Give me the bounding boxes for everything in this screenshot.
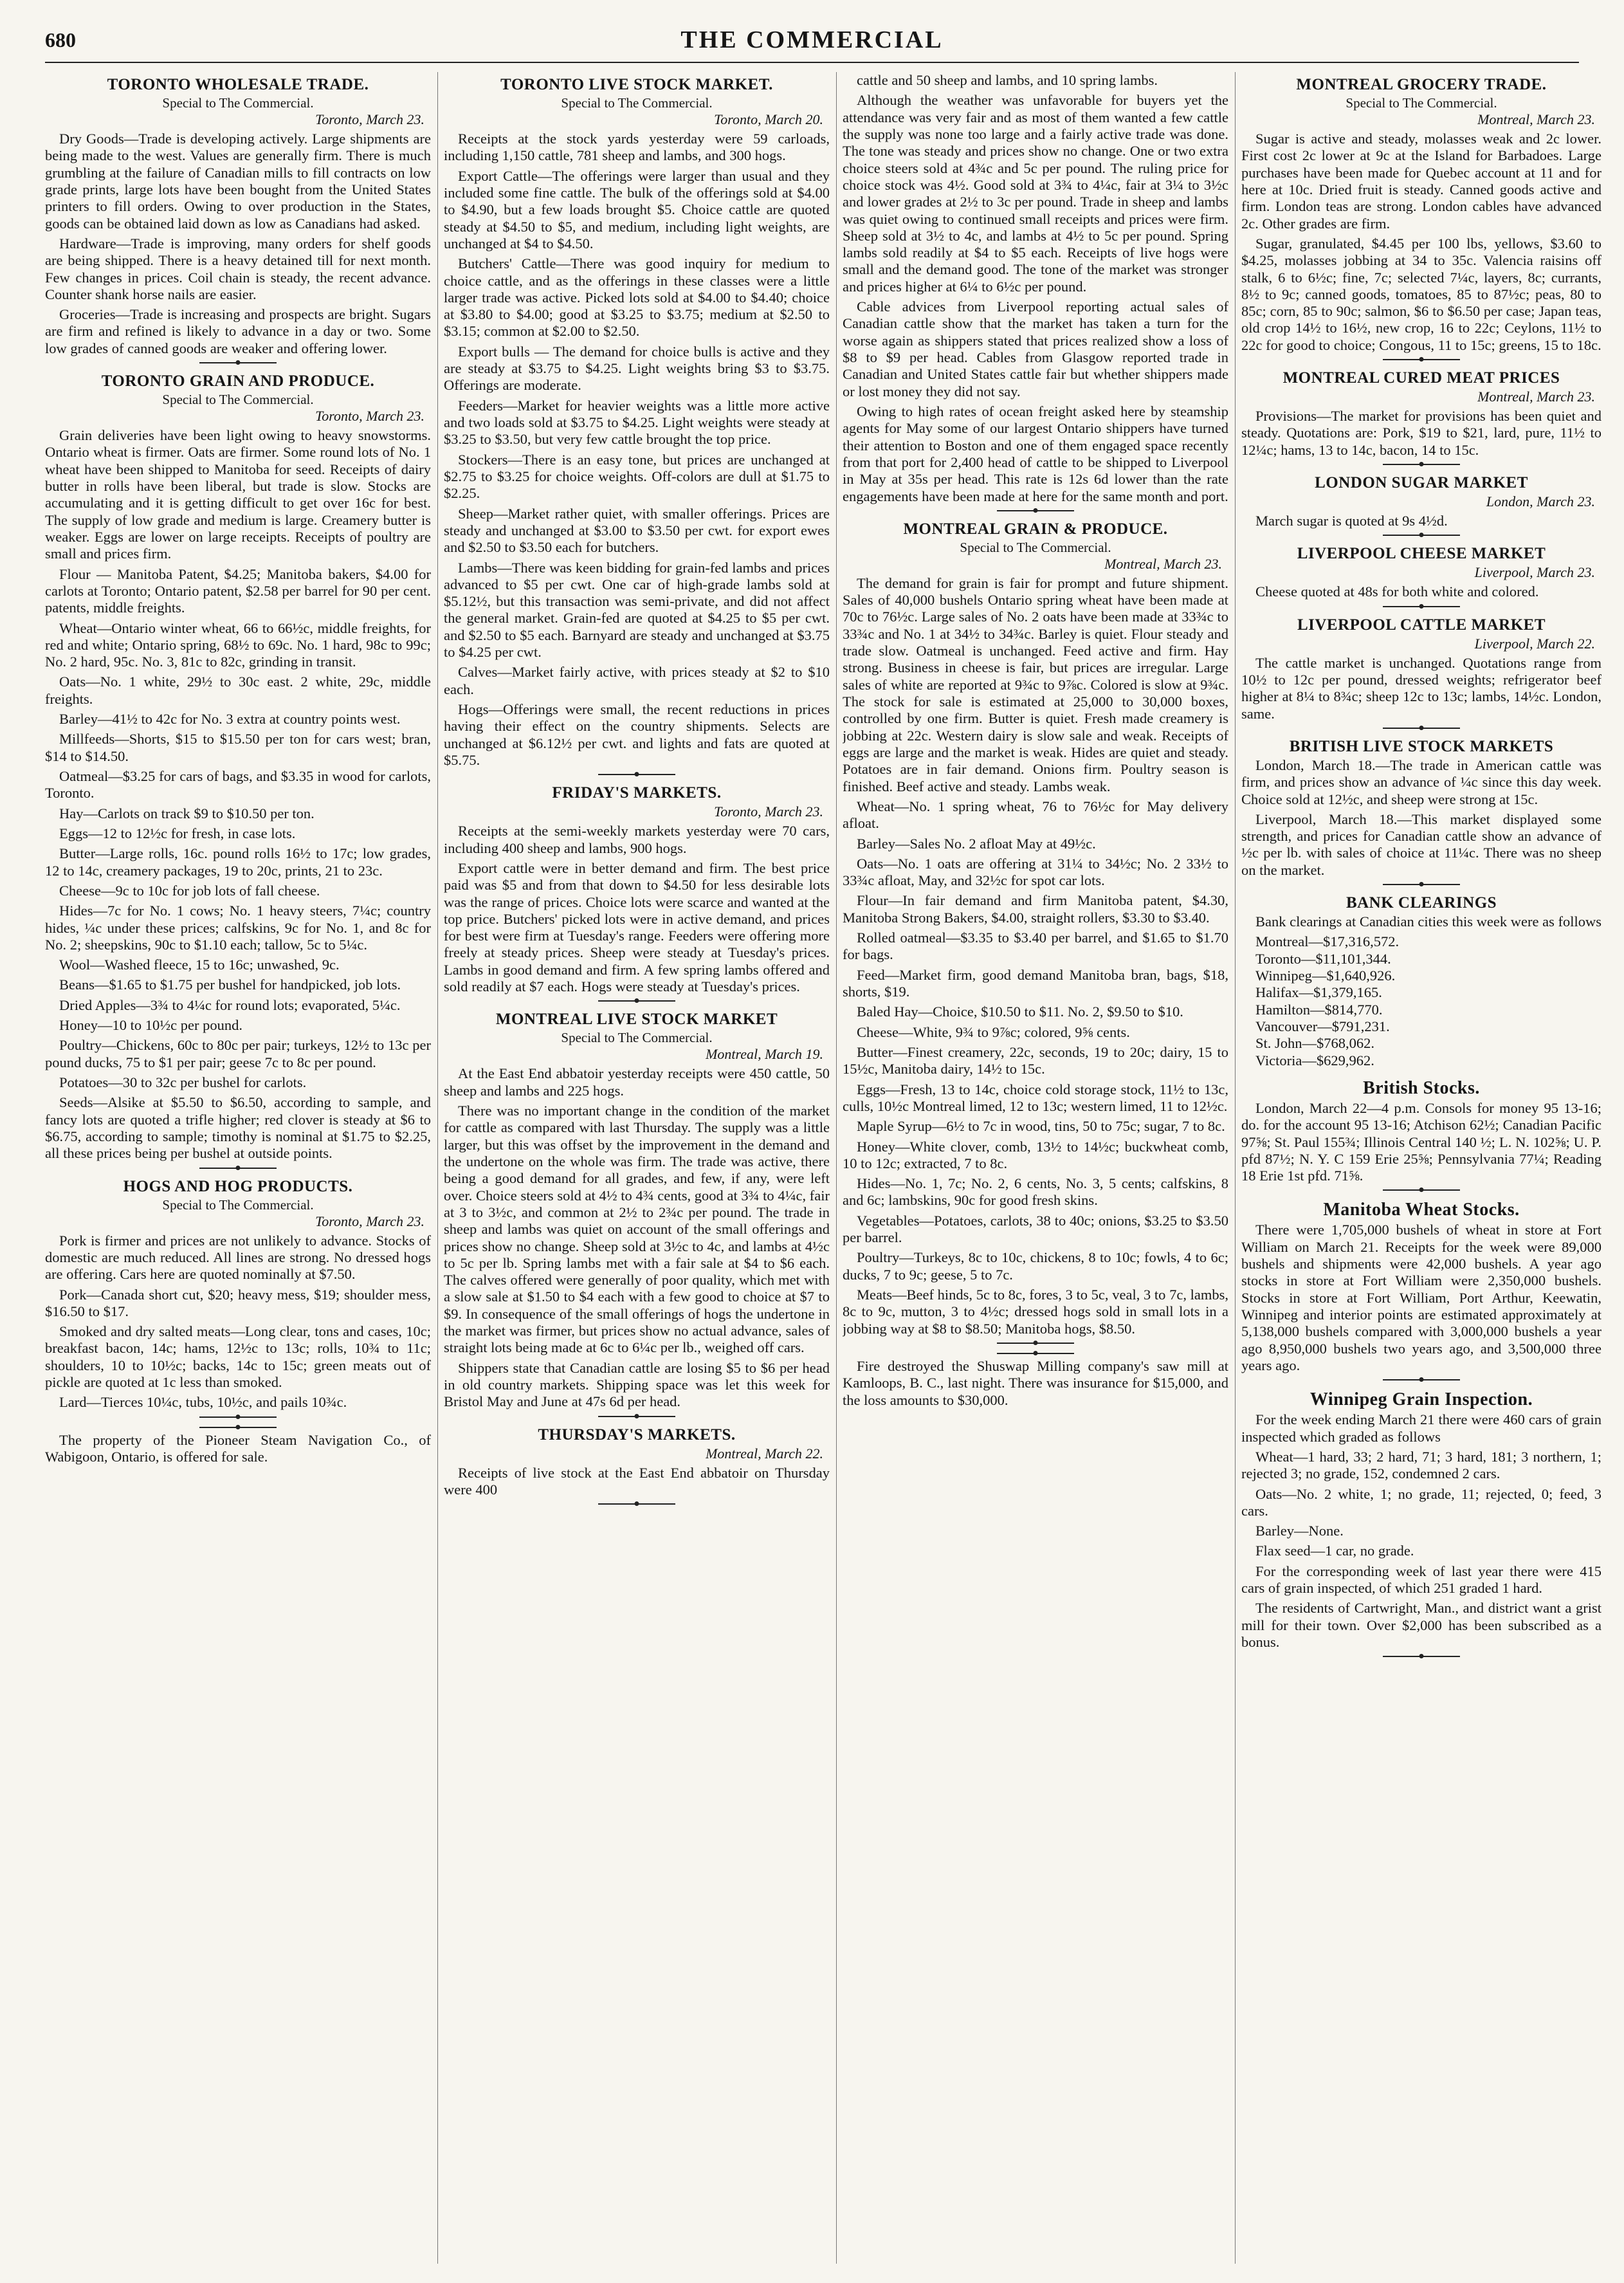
article-paragraph: Receipts at the semi-weekly markets yesterday were 70 cars, including 400 sheep and lambs, 900 hogs. <box>444 823 830 856</box>
article-paragraph: Barley—Sales No. 2 afloat May at 49½c. <box>857 835 1096 852</box>
bank-clearings-list <box>1241 933 1601 1069</box>
article-heading: LIVERPOOL CATTLE MARKET <box>1297 616 1546 634</box>
article-paragraph: Feed—Market firm, good demand Manitoba bran, bags, $18, shorts, $19. <box>843 966 1228 1000</box>
article-heading: TORONTO WHOLESALE TRADE. <box>107 76 369 93</box>
article-rule <box>1383 464 1460 465</box>
article-paragraph: Calves—Market fairly active, with prices steady at $2 to $10 each. <box>444 664 830 697</box>
article-paragraph: Honey—10 to 10½c per pound. <box>59 1017 242 1034</box>
column-1 <box>45 72 431 2264</box>
article-heading: LONDON SUGAR MARKET <box>1315 474 1528 491</box>
article-paragraph: cattle and 50 sheep and lambs, and 10 spring lambs. <box>857 72 1158 88</box>
article-rule <box>1383 359 1460 360</box>
article-paragraph: Barley—41½ to 42c for No. 3 extra at country points west. <box>59 711 401 728</box>
column-rule-2 <box>836 72 837 2264</box>
article-paragraph: Oats—No. 1 oats are offering at 31¼ to 34½c; No. 2 33½ to 33¾c afloat, May, and 32½c for spot car lots. <box>843 855 1228 889</box>
article-paragraph: March sugar is quoted at 9s 4½d. <box>1255 513 1448 529</box>
article <box>45 372 431 1169</box>
article-paragraph: Owing to high rates of ocean freight asked here by steamship agents for May some of our largest Ontario shippers have turned their attention to Boston and one of them engaged space recently from that port for 2,400 head of cattle to be shipped to Liverpool in May at 35s per head. This rate is 12s 6d lower than the rate engagements have been made at here for the same month and port. <box>843 403 1228 504</box>
article <box>1241 474 1601 536</box>
article-heading: MONTREAL GRAIN & PRODUCE. <box>903 520 1168 538</box>
article-paragraph: Receipts of live stock at the East End abbatoir on Thursday were 400 <box>444 1464 830 1498</box>
article-dateline: Liverpool, March 23. <box>1474 564 1595 581</box>
article-heading: MONTREAL GROCERY TRADE. <box>1296 76 1547 93</box>
fire-note: Fire destroyed the Shuswap Milling company's saw mill at Kamloops, B. C., last night. There was insurance for $15,000, and the loss amounts to $30,000. <box>843 1357 1228 1408</box>
article <box>1241 76 1601 360</box>
article-paragraph: Export cattle were in better demand and firm. The best price paid was $5 and from that down to $4.50 for less desirable lots was the range of prices. Choice lots were scarce and wanted at the top price. Butchers' picked lots were in active demand, and prices for best were firm at Tuesday's range. Feeders were offering more freely at steady prices. Sheep were steady at Tuesday's prices. Lambs in good demand and firm. A few spring lambs offered and sold readily at $7 each. Hogs were steady at Tuesday's prices. <box>444 859 830 995</box>
article-paragraph: Cheese—9c to 10c for job lots of fall cheese. <box>59 882 320 899</box>
article-rule <box>598 1416 675 1417</box>
article-paragraph: Millfeeds—Shorts, $15 to $15.50 per ton for cars west; bran, $14 to $14.50. <box>45 731 431 764</box>
article-paragraph: Butter—Finest creamery, 22c, seconds, 19 to 20c; dairy, 15 to 15½c, Manitoba dairy, 14½ to 15c. <box>843 1043 1228 1077</box>
article-heading: Manitoba Wheat Stocks. <box>1323 1200 1520 1220</box>
article-paragraph: Flour — Manitoba Patent, $4.25; Manitoba bakers, $4.00 for carlots at Toronto; Ontario patent, $2.58 per barrel for 90 per cent. patents, middle freights. <box>45 565 431 616</box>
article-paragraph: Cheese—White, 9¾ to 9⅞c; colored, 9⅝ cents. <box>857 1023 1130 1040</box>
article-heading: LIVERPOOL CHEESE MARKET <box>1297 545 1546 563</box>
article-byline: Special to The Commercial. <box>162 1197 314 1213</box>
rule <box>997 1353 1074 1354</box>
article-paragraph: Wheat—No. 1 spring wheat, 76 to 76½c for May delivery afloat. <box>843 798 1228 832</box>
article-heading: MONTREAL LIVE STOCK MARKET <box>495 1011 778 1029</box>
bank-clearing-line: Victoria—$629,962. <box>1255 1052 1374 1068</box>
article <box>444 76 830 775</box>
column-3 <box>843 72 1228 2264</box>
article <box>444 1011 830 1417</box>
article-paragraph: Seeds—Alsike at $5.50 to $6.50, according to sample, and fancy lots are quoted a trifle higher; red clover is steady at $6 to $6.75, according to sample; timothy is nominal at $1.75 to $2.25, all these prices being per bushel at outside points. <box>45 1094 431 1162</box>
article <box>45 1178 431 1418</box>
article-paragraph: Butter—Large rolls, 16c. pound rolls 16½ to 17c; low grades, 12 to 14c, creamery packages, 19 to 20c, prints, 21 to 23c. <box>45 845 431 879</box>
article-paragraph: There were 1,705,000 bushels of wheat in store at Fort William on March 21. Receipts for the week were 89,000 bushels and shipments were 42,000 bushels. A year ago stocks in store at Fort William were 2,350,000 bushels. Stocks in store at Fort William, Port Arthur, Keewatin, Winnipeg and interior points are estimated approximately at 5,138,000 bushels compared with 3,000,000 bushels a year ago 8,950,000 bushels two years ago, and 3,500,000 three years ago. <box>1241 1222 1601 1373</box>
article-paragraph: Honey—White clover, comb, 13½ to 14½c; buckwheat comb, 10 to 12c; extracted, 7 to 8c. <box>843 1138 1228 1171</box>
article-paragraph: Poultry—Turkeys, 8c to 10c, chickens, 8 to 10c; fowls, 4 to 6c; ducks, 7 to 9c; geese, 5 to 7c. <box>843 1249 1228 1283</box>
article-paragraph: Pork—Canada short cut, $20; heavy mess, $19; shoulder mess, $16.50 to $17. <box>45 1286 431 1319</box>
article-paragraph: Poultry—Chickens, 60c to 80c per pair; turkeys, 12½ to 13c per pound ducks, 75 to $1 per pair; geese 7c to 8c per pound. <box>45 1037 431 1070</box>
article-heading: FRIDAY'S MARKETS. <box>552 784 722 802</box>
article-paragraph: Hay—Carlots on track $9 to $10.50 per ton. <box>59 805 315 821</box>
article-rule <box>1383 1189 1460 1191</box>
article-rule <box>1383 728 1460 729</box>
article-paragraph: Sheep—Market rather quiet, with smaller offerings. Prices are steady and unchanged at $3.00 to $3.50 per cwt. for export ewes and $2.50 to $3.50 each for butchers. <box>444 505 830 556</box>
article-dateline: Toronto, March 23. <box>315 1213 424 1229</box>
article-rule <box>598 774 675 775</box>
article-paragraph: Oatmeal—$3.25 for cars of bags, and $3.35 in wood for carlots, Toronto. <box>45 768 431 802</box>
article-rule <box>1383 535 1460 536</box>
article-paragraph: Baled Hay—Choice, $10.50 to $11. No. 2, $9.50 to $10. <box>857 1004 1183 1020</box>
article-heading: British Stocks. <box>1363 1077 1480 1098</box>
article-heading: MONTREAL CURED MEAT PRICES <box>1282 369 1560 387</box>
article-heading: THURSDAY'S MARKETS. <box>538 1426 736 1444</box>
article-rule <box>997 510 1074 511</box>
article <box>1241 616 1601 729</box>
article-paragraph: Cheese quoted at 48s for both white and colored. <box>1255 583 1539 600</box>
article-paragraph: Liverpool, March 18.—This market displayed some strength, and prices for Canadian cattle show an advance of ½c per lb. with sales of choice at 11¼c. There was no sheep on the market. <box>1241 811 1601 878</box>
bank-clearing-line: Winnipeg—$1,640,926. <box>1255 967 1396 984</box>
article <box>1241 369 1601 465</box>
article-paragraph: For the week ending March 21 there were 460 cars of grain inspected which graded as follows <box>1241 1411 1601 1445</box>
article-dateline: Liverpool, March 22. <box>1474 635 1595 652</box>
bank-clearing-line: Toronto—$11,101,344. <box>1255 950 1391 967</box>
article-byline: Special to The Commercial. <box>561 1030 713 1046</box>
article-paragraph: Dry Goods—Trade is developing actively. Large shipments are being made to the west. Values are generally firm. There is much grumbling at the failure of Canadian mills to fill contracts on low grade prints, large lots have been bought from the United States printers to fill orders. Owing to over production in the States, goods can be obtained laid down as low as Canadians had asked. <box>45 131 431 232</box>
pioneer-note: The property of the Pioneer Steam Navigation Co., of Wabigoon, Ontario, is offered for sale. <box>45 1431 431 1465</box>
article-dateline: Montreal, March 23. <box>1477 111 1595 127</box>
article-heading: TORONTO GRAIN AND PRODUCE. <box>101 372 375 390</box>
article-paragraph: Pork is firmer and prices are not unlikely to advance. Stocks of domestic are much reduced. All lines are strong. No dressed hogs are offering. Cars here are quoted nominally at $7.50. <box>45 1232 431 1283</box>
bank-clearing-line: Montreal—$17,316,572. <box>1255 933 1400 950</box>
article-heading: BRITISH LIVE STOCK MARKETS <box>1289 737 1554 755</box>
article-dateline: Montreal, March 23. <box>1477 389 1595 405</box>
page-number: 680 <box>45 28 76 51</box>
article-paragraph: Hides—No. 1, 7c; No. 2, 6 cents, No. 3, 5 cents; calfskins, 8 and 6c; lambskins, 90c for good fresh skins. <box>843 1175 1228 1209</box>
article-paragraph: Barley—None. <box>1255 1523 1344 1539</box>
article-dateline: Toronto, March 23. <box>315 111 424 127</box>
article-paragraph: For the corresponding week of last year there were 415 cars of grain inspected, of which 251 graded 1 hard. <box>1241 1563 1601 1597</box>
article-paragraph: Wool—Washed fleece, 15 to 16c; unwashed, 9c. <box>59 957 340 973</box>
article-paragraph: Lambs—There was keen bidding for grain-fed lambs and prices advanced to $5 per cwt. One car of high-grade lambs sold at $5.12½, but this transaction was semi-private, and did not affect the general market. Grain-fed are quoted at $4.25 to $5 per cwt. and $2.50 to $5 each. Barnyard are steady and unchanged at $3.75 to $4.25 per cwt. <box>444 559 830 661</box>
article-paragraph: Hides—7c for No. 1 cows; No. 1 heavy steers, 7¼c; country hides, ¼c under these prices; calfskins, 9c for No. 1, and 8c for No. 2; sheepskins, 90c to $1.10 each; tallow, 5c to 5¼c. <box>45 903 431 953</box>
article-heading: HOGS AND HOG PRODUCTS. <box>123 1177 353 1195</box>
article <box>843 520 1228 1344</box>
article-paragraph: Meats—Beef hinds, 5c to 8c, fores, 3 to 5c, veal, 3 to 7c, lambs, 8c to 9c, mutton, 3 to 4½c; dressed hogs sold in small lots in a jobbing way at $8 to $8.50; Manitoba hogs, $8.50. <box>843 1287 1228 1337</box>
article-paragraph: Potatoes—30 to 32c per bushel for carlots. <box>59 1074 307 1090</box>
article-dateline: Toronto, March 23. <box>714 803 823 820</box>
article <box>444 1426 830 1505</box>
article-rule <box>1383 884 1460 885</box>
article-paragraph: Provisions—The market for provisions has been quiet and steady. Quotations are: Pork, $19 to $21, lard, pure, 11½ to 12¼c; hams, 13 to 14c, bacon, 14 to 15c. <box>1241 408 1601 458</box>
article-paragraph: Beans—$1.65 to $1.75 per bushel for handpicked, job lots. <box>59 976 401 993</box>
article <box>45 76 431 363</box>
article-byline: Special to The Commercial. <box>1346 95 1497 111</box>
article <box>444 784 830 1002</box>
article <box>1241 738 1601 885</box>
article-paragraph: Receipts at the stock yards yesterday were 59 carloads, including 1,150 cattle, 781 sheep and lambs, and 300 hogs. <box>444 131 830 164</box>
article-paragraph: The demand for grain is fair for prompt and future shipment. Sales of 40,000 bushels Ontario spring wheat have been made at 70c to 76½c. Large sales of No. 2 oats have been made at 33¾c to 33¾c and No. 1 at 34½ to 34¾c. Barley is quiet. Flour steady and trade slow. Oatmeal is unchanged. Feed active and firm. Hay strong. Business in cheese is fair, but prices are irregular. Large sales of white are reported at 9¾c to 9⅞c. Colored is slow at 9¾c. The stock for sale is estimated at 25,000 to 30,000 boxes, controlled by one firm. Butter is quiet. Fresh made creamery is jobbing at 22c. Western dairy is slow sale and weak. Receipts of eggs are large and the market is weak. Hides are quiet and steady. Potatoes are in fair demand. Onions firm. Poultry season is finished. Beef active and steady. Lambs weak. <box>843 574 1228 794</box>
article-rule <box>1383 606 1460 607</box>
column-4 <box>1241 72 1601 2264</box>
article-byline: Special to The Commercial. <box>561 95 713 111</box>
masthead-rule <box>45 62 1579 63</box>
article <box>1241 1200 1601 1380</box>
article-dateline: Toronto, March 23. <box>315 408 424 425</box>
article-paragraph: Smoked and dry salted meats—Long clear, tons and cases, 10c; breakfast bacon, 14c; hams, 12½c to 13c; rolls, 10¾ to 11c; shoulders, 10 to 10½c; backs, 14c to 15c; green meats out of pickle are quoted at 1c less than smoked. <box>45 1323 431 1391</box>
article-paragraph: Dried Apples—3¾ to 4¼c for round lots; evaporated, 5¼c. <box>59 996 401 1013</box>
article-paragraph: Maple Syrup—6½ to 7c in wood, tins, 50 to 75c; sugar, 7 to 8c. <box>857 1118 1225 1135</box>
article-paragraph: Stockers—There is an easy tone, but prices are unchanged at $2.75 to $3.25 for choice weights. Off-colors are dull at $1.75 to $2.25. <box>444 451 830 502</box>
article-paragraph: Sugar, granulated, $4.45 per 100 lbs, yellows, $3.60 to $4.25, molasses jobbing at 34 to 35c. Valencia raisins off stalk, 6 to 6½c; fine, 7c; selected 7¼c, layers, 8c; currants, 8½ to 9c; canned goods, tomatoes, 85 to 87½c; peas, 80 to 85c; corn, 85 to 90c; salmon, $6 to $6.50 per case; Japan teas, old crop 14½ to 16½, new crop, 16 to 22c; Ceylons, 11½ to 22c for good to choice; Congous, 11 to 15c; greens, 15 to 18c. <box>1241 235 1601 353</box>
bank-clearings-intro: Bank clearings at Canadian cities this week were as follows <box>1255 913 1601 930</box>
article-dateline: London, March 23. <box>1486 493 1595 509</box>
article-paragraph: Rolled oatmeal—$3.35 to $3.40 per barrel, and $1.65 to $1.70 for bags. <box>843 930 1228 963</box>
article-paragraph: Vegetables—Potatoes, carlots, 38 to 40c; onions, $3.25 to $3.50 per barrel. <box>843 1212 1228 1246</box>
rule <box>199 1427 277 1428</box>
bank-clearing-line: St. John—$768,062. <box>1255 1035 1375 1052</box>
article-rule <box>598 1503 675 1505</box>
article <box>1241 1389 1601 1657</box>
article-paragraph: The residents of Cartwright, Man., and district want a grist mill for their town. Over $2,000 has been subscribed as a bonus. <box>1241 1600 1601 1650</box>
article-paragraph: Oats—No. 2 white, 1; no grade, 11; rejected, 0; feed, 3 cars. <box>1241 1485 1601 1519</box>
article-paragraph: Although the weather was unfavorable for buyers yet the attendance was very fair and as most of them wanted a few cattle the supply was none too large and a fairly active trade was done. The tone was steady and prices show no change. One or two extra choice steers sold at 4¾c and 5c per pound. The ruling price for choice stock was 4½. Good sold at 3¾ to 4¼c, fair at 3¼ to 3½c and lower grades at 2½ to 3c per pound. Trade in sheep and lambs was quiet owing to continued small receipts and prices were firm. Sheep sold at 3½ to 4c, and lambs at 4½ to 5c per pound. Spring lambs sold readily at $4 to $5 each. Receipts of live hogs were small and the demand good. The tone of the market was stronger and prices higher at 6¼ to 6½c per pound. <box>843 92 1228 295</box>
article-heading: BANK CLEARINGS <box>1346 894 1497 912</box>
article-paragraph: Butchers' Cattle—There was good inquiry for medium to choice cattle, and as the offerings in these classes were a little larger trade was active. Picked lots sold at $4.00 to $4.40; choice at $3.80 to $4.00; good at $3.25 to $3.75; medium at $2.50 to $3.15; common at $2.00 to $2.50. <box>444 255 830 340</box>
article-paragraph: Groceries—Trade is increasing and prospects are bright. Sugars are firm and refined is likely to advance in a day or two. Some low grades of canned goods are weaker and offering lower. <box>45 306 431 356</box>
article-paragraph: Eggs—12 to 12½c for fresh, in case lots. <box>59 825 296 841</box>
article-paragraph: Eggs—Fresh, 13 to 14c, choice cold storage stock, 11½ to 13c, culls, 10½c Montreal limed, 12 to 13c; western limed, 11 to 12½c. <box>843 1081 1228 1114</box>
article-paragraph: Hardware—Trade is improving, many orders for shelf goods are being shipped. There is a heavy detained till for next month. Few changes in prices. Coil chain is steady, the recent advance. Counter shank horse nails are easier. <box>45 235 431 302</box>
article-rule <box>598 1000 675 1002</box>
column-rule-1 <box>437 72 438 2264</box>
article-rule <box>997 1343 1074 1344</box>
article-paragraph: There was no important change in the condition of the market for cattle as compared with last Thursday. The supply was a little larger, but this was offset by the improvement in the demand and the undertone on the whole was firm. The trade was active, there being a good demand for all grades, and few, if any, were left over. Choice steers sold at 4½ to 4¾ cents, good at 3¾ to 4¼c, fair at 3 to 3½c, and common at 2½ to 2¾c per pound. The trade in sheep and lambs was quiet on account of the small offerings and prices show no change. Sheep sold at 3½c to 4c, and lambs at 4½c to 5c per lb. Spring lambs met with a fair sale at $4 to $6 each. The calves offered were generally of poor quality, which met with a slow sale at $1.50 to $4 each with a few good to choice at $7 to $9. In consequence of the small offerings of hogs the undertone in the market was firmer, but prices show no actual advance, sales of straight lots being made at 6c to 6¼c per lb., weighed off cars. <box>444 1103 830 1356</box>
article-byline: Special to The Commercial. <box>162 392 314 408</box>
article-paragraph: Feeders—Market for heavier weights was a little more active and two loads sold at $3.75 to $4.25. Light weights were steady at $3.25 to $3.50, but very few cattle brought the top price. <box>444 397 830 448</box>
article-paragraph: Flax seed—1 car, no grade. <box>1255 1543 1414 1559</box>
article-byline: Special to The Commercial. <box>960 539 1111 555</box>
article-dateline: Montreal, March 23. <box>1104 555 1222 572</box>
article-dateline: Toronto, March 20. <box>714 111 823 127</box>
bank-clearings <box>1241 894 1601 1069</box>
article-rule <box>199 362 277 363</box>
article-rule <box>199 1417 277 1418</box>
article-paragraph: Oats—No. 1 white, 29½ to 30c east. 2 white, 29c, middle freights. <box>45 674 431 707</box>
article-byline: Special to The Commercial. <box>162 95 314 111</box>
article-paragraph: Export bulls — The demand for choice bulls is active and they are steady at $3.75 to $4.25. Light weights bring $3 to $3.75. Offerings are moderate. <box>444 343 830 394</box>
article-paragraph: Hogs—Offerings were small, the recent reductions in prices having their effect on the country shipments. Selects are unchanged at $6.12½ per cwt. and lights and fats are quoted at $5.75. <box>444 701 830 768</box>
article-dateline: Montreal, March 19. <box>706 1046 823 1063</box>
article-paragraph: London, March 22—4 p.m. Consols for money 95 13-16; do. for the account 95 13-16; Atchison 62½; Canadian Pacific 97⅝; St. Paul 155¾; Illinois Central 140 ½; L. N. 102⅝; U. P. pfd 87½; N. Y. C 159 Erie 25⅝; Pennsylvania 77¼; Reading 18 Erie 1st pfd. 71⅝. <box>1241 1099 1601 1184</box>
article-paragraph: Lard—Tierces 10¼c, tubs, 10½c, and pails 10¾c. <box>59 1394 347 1411</box>
article-paragraph: At the East End abbatoir yesterday receipts were 450 cattle, 50 sheep and lambs and 225 hogs. <box>444 1065 830 1099</box>
article-paragraph: Sugar is active and steady, molasses weak and 2c lower. First cost 2c lower at 9c at the Island for Barbadoes. Large purchases have been made for Quebec account at 11 and for here at 10c. Dried fruit is steady. Canned goods active and firm. London teas are strong. London cables have advanced 2c. Other grades are firm. <box>1241 131 1601 232</box>
article-dateline: Montreal, March 22. <box>706 1445 823 1462</box>
masthead: THE COMMERCIAL <box>680 26 944 53</box>
column-2 <box>444 72 830 2264</box>
article-paragraph: Wheat—1 hard, 33; 2 hard, 71; 3 hard, 181; 3 northern, 1; rejected 3; no grade, 152, condemned 2 cars. <box>1241 1448 1601 1482</box>
article-paragraph: London, March 18.—The trade in American cattle was firm, and prices show an advance of ¼c since this day week. Choice sold at 12½c, and sheep were strong at 15c. <box>1241 756 1601 807</box>
article <box>1241 1078 1601 1191</box>
article <box>843 72 1228 511</box>
bank-clearing-line: Halifax—$1,379,165. <box>1255 984 1382 1001</box>
bank-clearing-line: Hamilton—$814,770. <box>1255 1001 1383 1018</box>
article-paragraph: Grain deliveries have been light owing to heavy snowstorms. Ontario wheat is firmer. Oats are firmer. Some round lots of No. 1 wheat have been shipped to Manitoba for seed. Receipts of dairy butter in rolls have been liberal, but trade is slow. Stocks are accumulating and it is getting difficult to get over 16c for best. The supply of low grade and medium is large. Creamery butter is weaker. Eggs are lower on large receipts. Receipts of poultry are small and prices firm. <box>45 427 431 562</box>
article-paragraph: Export Cattle—The offerings were larger than usual and they included some fine cattle. The bulk of the offerings sold at $4.00 to $4.90, but a few loads brought $5. Choice cattle are quoted steady at $4.50 to $5, and medium, including light weights, are unchanged at $4 to $4.50. <box>444 167 830 252</box>
column-rule-3 <box>1235 72 1236 2264</box>
bank-clearing-line: Vancouver—$791,231. <box>1255 1018 1390 1034</box>
article <box>1241 545 1601 607</box>
article-rule <box>1383 1379 1460 1380</box>
article-rule <box>1383 1656 1460 1657</box>
article-rule <box>199 1168 277 1169</box>
article-heading: TORONTO LIVE STOCK MARKET. <box>500 76 773 93</box>
article-paragraph: The cattle market is unchanged. Quotations range from 10½ to 12c per pound, dressed weights; refrigerator beef higher at 8¼ to 8¾c; sheep 12c to 13c; lambs, 14½c. London, same. <box>1241 654 1601 722</box>
article-paragraph: Wheat—Ontario winter wheat, 66 to 66½c, middle freights, for red and white; Ontario spring, 68½ to 69c. No. 1 hard, 98c to 99c; No. 2 hard, 95c. No. 3, 81c to 82c, grinding in transit. <box>45 619 431 670</box>
article-heading: Winnipeg Grain Inspection. <box>1309 1389 1533 1410</box>
article-paragraph: Flour—In fair demand and firm Manitoba patent, $4.30, Manitoba Strong Bakers, $4.00, straight rollers, $3.30 to $3.40. <box>843 892 1228 926</box>
article-paragraph: Cable advices from Liverpool reporting actual sales of Canadian cattle show that the market has taken a turn for the worse again as shippers stated that prices realized show a loss of $8 to $9 per head. Cables from Glasgow reported trade in Canadian and United States cattle fair but whether shippers made or lost money they did not say. <box>843 298 1228 399</box>
article-paragraph: Shippers state that Canadian cattle are losing $5 to $6 per head in old country markets. Shipping space was let this week for Bristol May and June at 47s 6d per head. <box>444 1359 830 1410</box>
